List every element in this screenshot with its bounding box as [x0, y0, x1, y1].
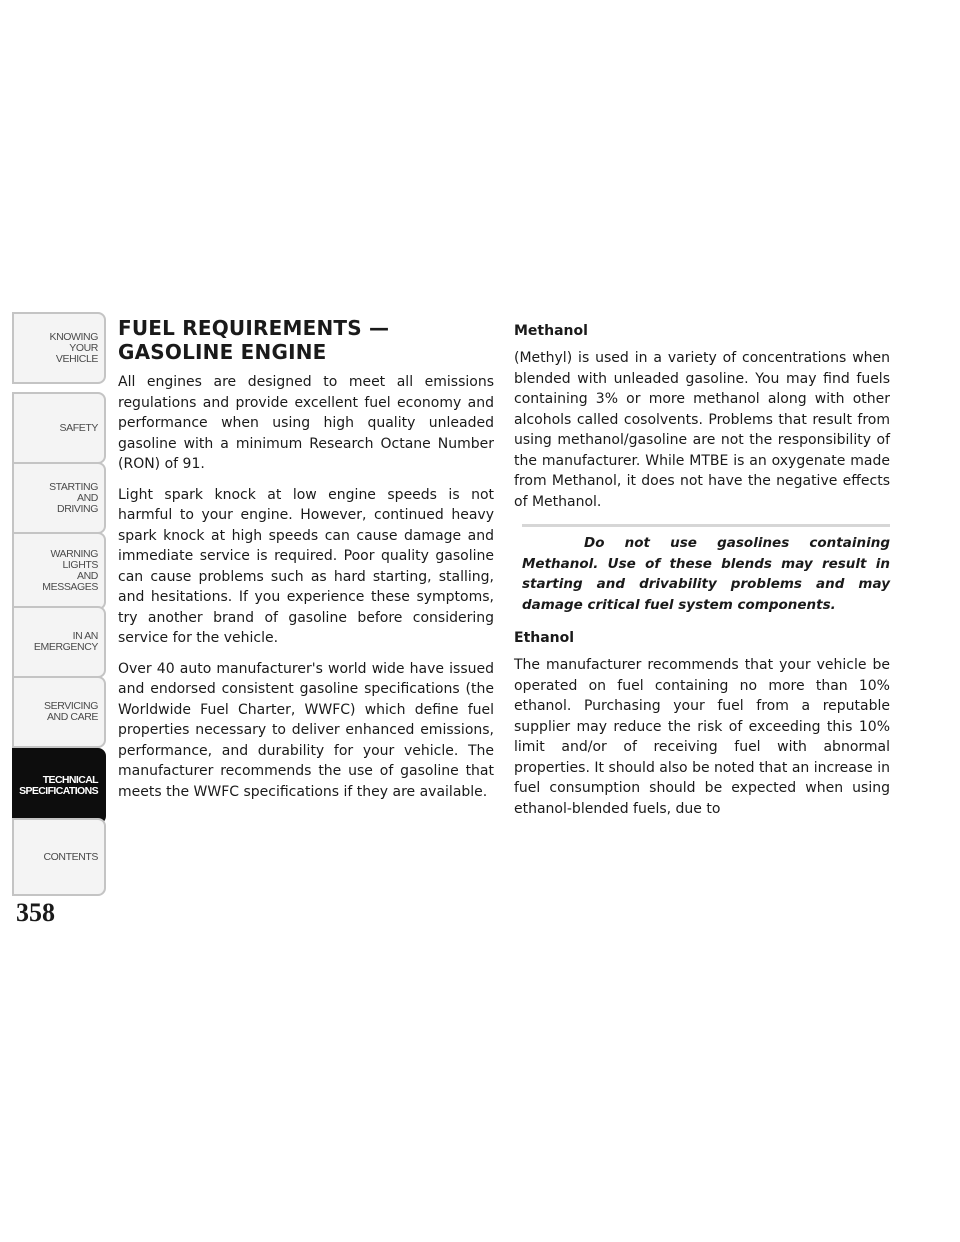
tab-label-line: SERVICING [44, 700, 98, 712]
ethanol-heading: Ethanol [514, 630, 575, 646]
tab-label-line: DRIVING [57, 502, 98, 515]
paragraph-intro: All engines are designed to meet all emissions regulations and provide excellent fuel economy and performance when using high quality unleaded gasoline with a minimum Research Octane Number (RON) of 91. [118, 374, 494, 472]
paragraph-spark-knock: Light spark knock at low engine speeds is not harmful to your engine. However, continued heavy spark knock at high speeds can cause damage and immediate service is required. Poor quality gasoline can cause problems such as hard starting, stalling, and hesitations. If you experience these symptoms, try another brand of gasoline before considering service for the vehicle. [118, 486, 494, 646]
tab-label-line: AND [77, 570, 98, 582]
tab-label-line: AND CARE [46, 711, 98, 723]
methanol-heading: Methanol [514, 323, 588, 339]
tab-label-line: STARTING [49, 480, 98, 493]
tab-label-line: SPECIFICATIONS [19, 785, 98, 797]
methanol-paragraph: (Methyl) is used in a variety of concentrations when blended with unleaded gasoline. You may find fuels containing 3% or more methanol along with other alcohols called cosolvents. Problems that result from using methanol/gasoline are not the responsibility of the manufacturer. While MTBE is an oxygenate made from Methanol, it does not have the negative effects of Methanol. [514, 350, 890, 510]
tab-servicing-and-care[interactable] [12, 676, 106, 748]
right-column [514, 316, 890, 829]
tab-label-line: AND [77, 491, 98, 504]
page-number: 358 [16, 898, 55, 927]
tab-label-line: EMERGENCY [33, 641, 98, 653]
tab-knowing-your-vehicle[interactable] [12, 312, 106, 384]
tab-label-line: KNOWING [49, 330, 98, 343]
tab-label-line: VEHICLE [55, 352, 98, 365]
tab-warning-lights-and-messages[interactable] [12, 532, 106, 610]
tab-contents[interactable] [12, 818, 106, 896]
tab-label-line: SAFETY [59, 421, 98, 434]
tab-label-line: WARNING [50, 548, 98, 560]
tab-technical-specifications[interactable] [12, 748, 106, 824]
tab-starting-and-driving[interactable] [12, 462, 106, 534]
ethanol-paragraph: The manufacturer recommends that your vehicle be operated on fuel containing no more than 10% ethanol. Purchasing your fuel from a reputable supplier may reduce the risk of exceeding this 10% limit and/or of receiving fuel with abnormal properties. It should also be noted that an increase in fuel consumption should be expected when using ethanol-blended fuels, due to [514, 657, 890, 817]
caution-text: Do not use gasolines containing Methanol. Use of these blends may result in starting and drivability problems and may damage critical fuel system components. [522, 535, 890, 613]
section-heading: FUEL REQUIREMENTS — GASOLINE ENGINE [118, 316, 390, 364]
tab-label-line: TECHNICAL [42, 774, 98, 786]
left-column [118, 316, 494, 812]
tab-safety[interactable] [12, 392, 106, 464]
tab-label-line: IN AN [72, 630, 98, 642]
tab-label-line: CONTENTS [43, 850, 98, 863]
caution-icon-area [522, 537, 582, 583]
caution-box [522, 524, 890, 615]
paragraph-wwfc: Over 40 auto manufacturer's world wide have issued and endorsed consistent gasoline specifications (the Worldwide Fuel Charter, WWFC) which define fuel properties necessary to deliver enhanced emissions, performance, and durability for your vehicle. The manufacturer recommends the use of gasoline that meets the WWFC specifications if they are available. [118, 660, 494, 800]
tab-label-line: MESSAGES [42, 581, 98, 593]
tab-label-line: YOUR [69, 341, 98, 354]
tab-label-line: LIGHTS [62, 559, 98, 571]
tab-in-an-emergency[interactable] [12, 606, 106, 678]
